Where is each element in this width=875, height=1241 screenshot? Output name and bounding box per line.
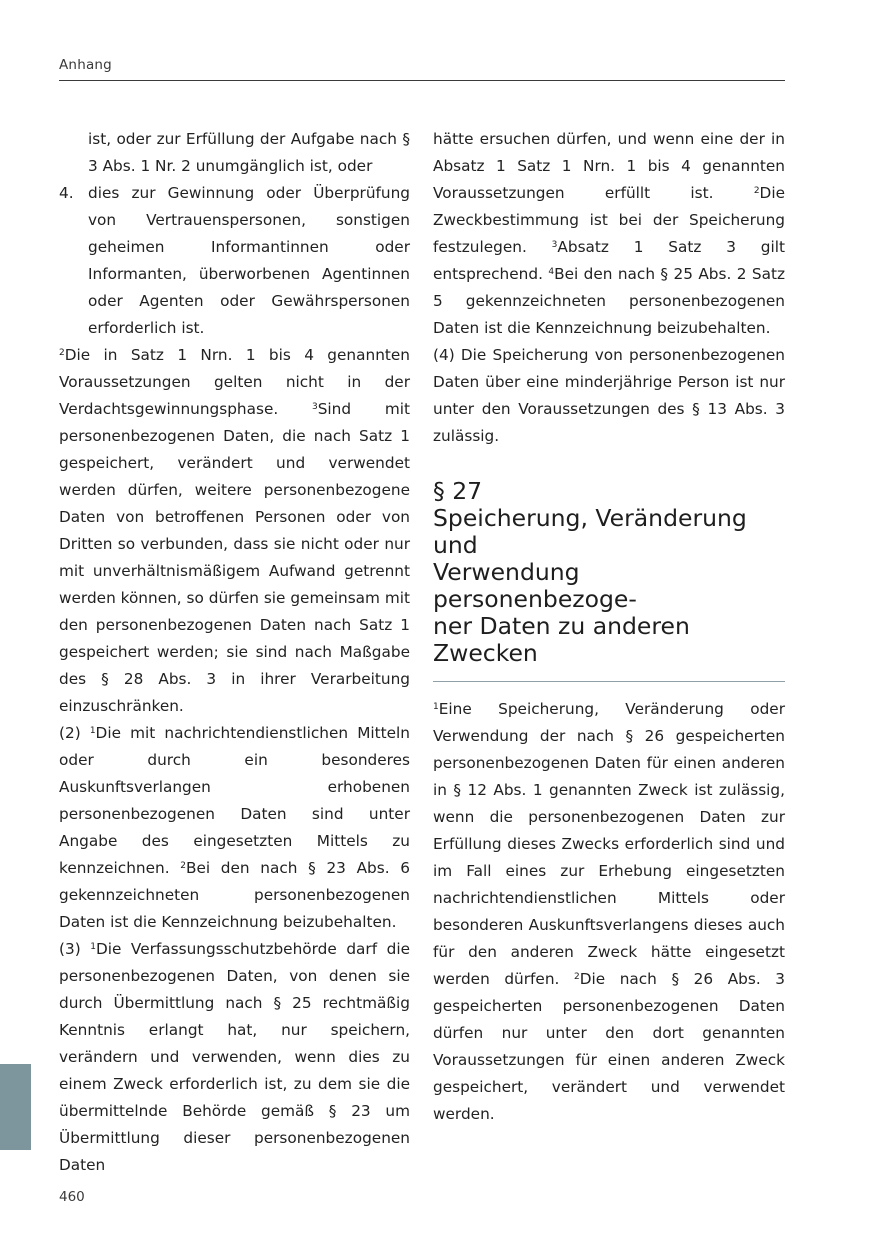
sentence-number: 2: [59, 348, 65, 358]
paragraph-text: Eine Speicherung, Veränderung oder Verwendung der nach § 26 gespeicherten personenbezogenen Daten für einen anderen in § 12 Abs. 1 genannten Zweck ist zulässig, wenn die personenbezogenen Daten zur Erfüllung dieses Zwecks erforderlich sind und im Fall eines zur Erhebung eingesetzten nachrichtendienstlichen Mittels oder besonderen Auskunftsverlangens dieses auch für den anderen Zweck hätte eingesetzt werden dürfen.: [433, 700, 785, 988]
sentence-number: 2: [180, 861, 186, 871]
chapter-tab-marker: [0, 1064, 31, 1150]
section-paragraph: [433, 696, 785, 1128]
list-item-number: 4.: [59, 184, 74, 202]
paragraph-1-cont: [59, 342, 410, 720]
sentence-number: 1: [90, 942, 96, 952]
paragraph-text: Sind mit personenbezogenen Daten, die nach Satz 1 gespeichert, verändert und verwendet werden dürfen, weitere personenbezogene Daten von betroffenen Personen oder von Dritten so verbunden, dass sie nicht oder nur mit unverhältnismäßigem Aufwand getrennt werden können, so dürfen sie gemeinsam mit den personenbezogenen Daten nach Satz 1 gespeichert werden; sie sind nach Maßgabe des § 28 Abs. 3 in ihrer Verarbeitung einzuschränken.: [59, 400, 410, 715]
running-header: [59, 56, 785, 81]
sentence-number: 4: [548, 267, 555, 277]
section-divider: [433, 681, 785, 682]
paragraph-2: [59, 720, 410, 936]
paragraph-3-cont: [433, 126, 785, 342]
sentence-number: 3: [311, 402, 318, 412]
paragraph-number: (2): [59, 724, 90, 742]
header-title: Anhang: [59, 57, 112, 73]
left-column: [59, 126, 410, 1179]
section-heading: [433, 478, 785, 667]
sentence-number: 1: [89, 726, 96, 736]
paragraph-text: Die nach § 26 Abs. 3 gespeicherten personenbezogenen Daten dürfen nur unter den dort genannten Voraussetzungen für einen anderen Zweck gespeichert, verändert und verwendet werden.: [433, 970, 786, 1123]
list-item-continuation: ist, oder zur Erfüllung der Aufgabe nach § 3 Abs. 1 Nr. 2 unumgänglich ist, oder: [88, 130, 410, 175]
paragraph-text: hätte ersuchen dürfen, und wenn eine der in Absatz 1 Satz 1 Nrn. 1 bis 4 genannten Voraussetzungen erfüllt ist.: [433, 130, 785, 202]
paragraph-3: [59, 936, 410, 1179]
paragraph-4: (4) Die Speicherung von personenbezogenen Daten über eine minderjährige Person ist nur unter den Voraussetzungen des § 13 Abs. 3 zulässig.: [433, 346, 785, 445]
section-number: § 27: [433, 477, 483, 505]
page-number: 460: [59, 1189, 85, 1205]
section-title-line: Verwendung personenbezoge-: [433, 558, 637, 613]
section-title-line: ner Daten zu anderen Zwecken: [433, 612, 690, 667]
paragraph-text: Die Verfassungsschutzbehörde darf die personenbezogenen Daten, von denen sie durch Übermittlung nach § 25 rechtmäßig Kenntnis erlangt hat, nur speichern, verändern und verwenden, wenn dies zu einem Zweck erforderlich ist, zu dem sie die übermittelnde Behörde gemäß § 23 um Übermittlung dieser personenbezogenen Daten: [59, 940, 411, 1174]
sentence-number: 3: [551, 240, 558, 250]
paragraph-text: Bei den nach § 23 Abs. 6 gekennzeichneten personenbezogenen Daten ist die Kennzeichnung beizubehalten.: [59, 859, 410, 931]
paragraph-text: Die Zweckbestimmung ist bei der Speicherung festzulegen.: [433, 184, 785, 256]
paragraph-text: Die in Satz 1 Nrn. 1 bis 4 genannten Voraussetzungen gelten nicht in der Verdachtsgewinnungsphase.: [59, 346, 410, 418]
paragraph-text: Bei den nach § 25 Abs. 2 Satz 5 gekennzeichneten personenbezogenen Daten ist die Kennzeichnung beizubehalten.: [433, 265, 785, 337]
list-item-text: dies zur Gewinnung oder Überprüfung von Vertrauenspersonen, sonstigen geheimen Informantinnen oder Informanten, überworbenen Agentinnen oder Agenten oder Gewährspersonen erforderlich ist.: [88, 184, 410, 337]
paragraph-text: Die mit nachrichtendienstlichen Mitteln oder durch ein besonderes Auskunftsverlangen erhobenen personenbezogenen Daten sind unter Angabe des eingesetzten Mittels zu kennzeichnen.: [59, 724, 410, 877]
right-column: [433, 126, 785, 1128]
paragraph-number: (3): [59, 940, 91, 958]
list-item-4: [59, 180, 410, 342]
sentence-number: 1: [433, 702, 439, 712]
section-title-line: Speicherung, Veränderung und: [433, 504, 747, 559]
sentence-number: 2: [573, 972, 580, 982]
paragraph-text: Absatz 1 Satz 3 gilt entsprechend.: [433, 238, 785, 283]
sentence-number: 2: [753, 186, 760, 196]
